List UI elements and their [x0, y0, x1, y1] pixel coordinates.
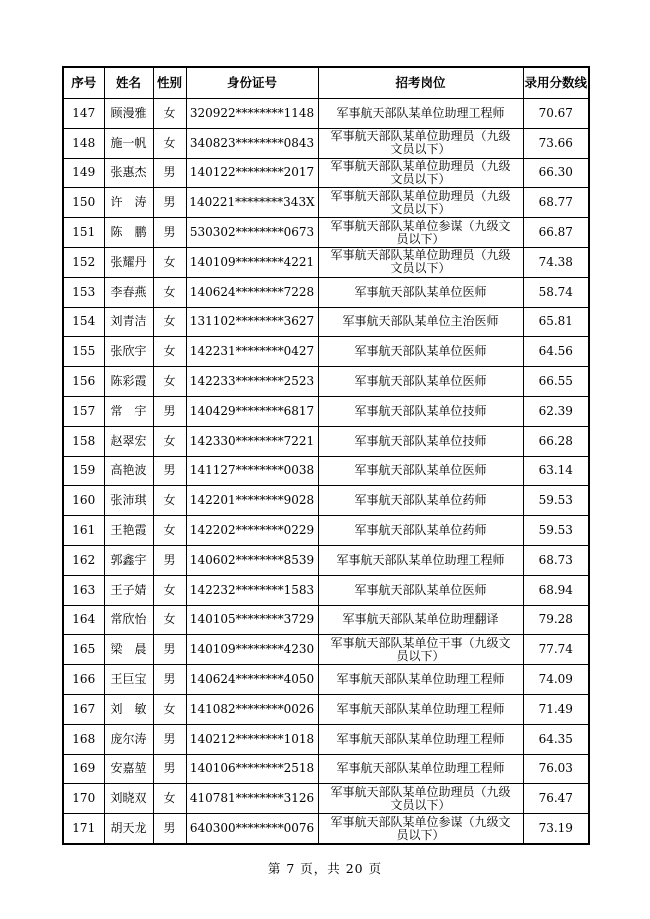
cell-id-number: 140221********343X [186, 188, 318, 218]
cell-score-line: 62.39 [523, 396, 589, 426]
cell-serial-no: 157 [63, 396, 104, 426]
cell-id-number: 140105********3729 [186, 605, 318, 635]
cell-id-number: 142202********0229 [186, 516, 318, 546]
cell-gender: 女 [153, 426, 186, 456]
cell-serial-no: 165 [63, 635, 104, 665]
cell-position: 军事航天部队某单位助理工程师 [318, 694, 523, 724]
cell-gender: 男 [153, 665, 186, 695]
cell-position: 军事航天部队某单位医师 [318, 337, 523, 367]
table-row [63, 605, 589, 635]
cell-id-number: 140212********1018 [186, 724, 318, 754]
cell-score-line: 79.28 [523, 605, 589, 635]
cell-name: 刘青洁 [104, 307, 153, 337]
cell-id-number: 140624********4050 [186, 665, 318, 695]
cell-position: 军事航天部队某单位助理员（九级文员以下） [318, 188, 523, 218]
cell-gender: 男 [153, 158, 186, 188]
cell-gender: 男 [153, 396, 186, 426]
cell-gender: 男 [153, 456, 186, 486]
cell-serial-no: 149 [63, 158, 104, 188]
cell-gender: 男 [153, 188, 186, 218]
table-row [63, 277, 589, 307]
table-row [63, 724, 589, 754]
cell-score-line: 68.94 [523, 575, 589, 605]
cell-score-line: 66.87 [523, 218, 589, 248]
cell-id-number: 140624********7228 [186, 277, 318, 307]
table-row [63, 545, 589, 575]
cell-name: 安嘉堃 [104, 754, 153, 784]
cell-name: 庞尔涛 [104, 724, 153, 754]
cell-position: 军事航天部队某单位助理翻译 [318, 605, 523, 635]
cell-position: 军事航天部队某单位助理工程师 [318, 665, 523, 695]
cell-score-line: 65.81 [523, 307, 589, 337]
table-row [63, 337, 589, 367]
cell-score-line: 73.66 [523, 128, 589, 158]
cell-score-line: 74.09 [523, 665, 589, 695]
table-row [63, 247, 589, 277]
cell-id-number: 140122********2017 [186, 158, 318, 188]
col-header-name: 姓名 [104, 67, 153, 99]
cell-score-line: 64.56 [523, 337, 589, 367]
cell-id-number: 640300********0076 [186, 814, 318, 844]
table-body [63, 99, 589, 844]
cell-score-line: 71.49 [523, 694, 589, 724]
cell-score-line: 66.30 [523, 158, 589, 188]
col-header-score-line: 录用分数线 [523, 67, 589, 99]
cell-serial-no: 168 [63, 724, 104, 754]
cell-serial-no: 162 [63, 545, 104, 575]
cell-name: 高艳波 [104, 456, 153, 486]
cell-serial-no: 151 [63, 218, 104, 248]
cell-gender: 女 [153, 99, 186, 129]
cell-serial-no: 150 [63, 188, 104, 218]
table-row [63, 456, 589, 486]
cell-id-number: 142330********7221 [186, 426, 318, 456]
cell-id-number: 140109********4230 [186, 635, 318, 665]
cell-score-line: 66.55 [523, 367, 589, 397]
cell-name: 王巨宝 [104, 665, 153, 695]
cell-name: 张耀丹 [104, 247, 153, 277]
cell-name: 李春燕 [104, 277, 153, 307]
cell-gender: 男 [153, 724, 186, 754]
table-row [63, 396, 589, 426]
table-row [63, 158, 589, 188]
table-row [63, 635, 589, 665]
cell-id-number: 142233********2523 [186, 367, 318, 397]
cell-name: 陈彩霞 [104, 367, 153, 397]
cell-position: 军事航天部队某单位助理员（九级文员以下） [318, 158, 523, 188]
cell-gender: 女 [153, 605, 186, 635]
cell-name: 顾漫雅 [104, 99, 153, 129]
cell-gender: 男 [153, 635, 186, 665]
cell-serial-no: 171 [63, 814, 104, 844]
cell-id-number: 142232********1583 [186, 575, 318, 605]
cell-name: 常 宇 [104, 396, 153, 426]
cell-serial-no: 170 [63, 784, 104, 814]
cell-name: 胡天龙 [104, 814, 153, 844]
cell-position: 军事航天部队某单位技师 [318, 396, 523, 426]
cell-score-line: 59.53 [523, 516, 589, 546]
cell-position: 军事航天部队某单位参谋（九级文员以下） [318, 218, 523, 248]
table-row [63, 128, 589, 158]
cell-score-line: 68.77 [523, 188, 589, 218]
cell-gender: 女 [153, 277, 186, 307]
cell-serial-no: 169 [63, 754, 104, 784]
cell-position: 军事航天部队某单位医师 [318, 456, 523, 486]
cell-id-number: 141082********0026 [186, 694, 318, 724]
cell-score-line: 76.47 [523, 784, 589, 814]
table-row [63, 188, 589, 218]
cell-id-number: 530302********0673 [186, 218, 318, 248]
cell-name: 刘晓双 [104, 784, 153, 814]
cell-score-line: 77.74 [523, 635, 589, 665]
col-header-id-number: 身份证号 [186, 67, 318, 99]
table-header-row [63, 67, 589, 99]
cell-position: 军事航天部队某单位助理工程师 [318, 754, 523, 784]
cell-serial-no: 164 [63, 605, 104, 635]
cell-position: 军事航天部队某单位技师 [318, 426, 523, 456]
cell-name: 陈 鹏 [104, 218, 153, 248]
cell-id-number: 140106********2518 [186, 754, 318, 784]
cell-name: 张沛琪 [104, 486, 153, 516]
cell-position: 军事航天部队某单位助理员（九级文员以下） [318, 784, 523, 814]
cell-position: 军事航天部队某单位助理工程师 [318, 99, 523, 129]
table-row [63, 516, 589, 546]
cell-position: 军事航天部队某单位药师 [318, 516, 523, 546]
cell-serial-no: 166 [63, 665, 104, 695]
cell-score-line: 70.67 [523, 99, 589, 129]
cell-score-line: 68.73 [523, 545, 589, 575]
cell-name: 梁 晨 [104, 635, 153, 665]
page-footer: 第 7 页，共 20 页 [267, 861, 383, 876]
cell-position: 军事航天部队某单位助理员（九级文员以下） [318, 128, 523, 158]
cell-score-line: 73.19 [523, 814, 589, 844]
col-header-position: 招考岗位 [318, 67, 523, 99]
col-header-serial-no: 序号 [63, 67, 104, 99]
table-row [63, 99, 589, 129]
cell-name: 许 涛 [104, 188, 153, 218]
cell-score-line: 64.35 [523, 724, 589, 754]
table-row [63, 367, 589, 397]
table-row [63, 814, 589, 844]
cell-gender: 男 [153, 545, 186, 575]
table-row [63, 218, 589, 248]
cell-score-line: 74.38 [523, 247, 589, 277]
cell-serial-no: 161 [63, 516, 104, 546]
cell-serial-no: 152 [63, 247, 104, 277]
cell-id-number: 140429********6817 [186, 396, 318, 426]
cell-position: 军事航天部队某单位助理员（九级文员以下） [318, 247, 523, 277]
cell-id-number: 140602********8539 [186, 545, 318, 575]
cell-name: 施一帆 [104, 128, 153, 158]
cell-gender: 女 [153, 516, 186, 546]
cell-gender: 男 [153, 814, 186, 844]
cell-id-number: 142201********9028 [186, 486, 318, 516]
cell-position: 军事航天部队某单位助理工程师 [318, 724, 523, 754]
cell-score-line: 59.53 [523, 486, 589, 516]
table-row [63, 486, 589, 516]
cell-id-number: 140109********4221 [186, 247, 318, 277]
cell-name: 王艳霞 [104, 516, 153, 546]
admission-score-table [62, 66, 590, 845]
cell-score-line: 66.28 [523, 426, 589, 456]
cell-name: 张欣宇 [104, 337, 153, 367]
cell-gender: 男 [153, 218, 186, 248]
cell-id-number: 141127********0038 [186, 456, 318, 486]
cell-name: 刘 敏 [104, 694, 153, 724]
col-header-gender: 性别 [153, 67, 186, 99]
cell-score-line: 58.74 [523, 277, 589, 307]
cell-serial-no: 160 [63, 486, 104, 516]
cell-name: 王子婧 [104, 575, 153, 605]
table-row [63, 575, 589, 605]
cell-serial-no: 156 [63, 367, 104, 397]
cell-gender: 女 [153, 486, 186, 516]
cell-serial-no: 148 [63, 128, 104, 158]
cell-serial-no: 155 [63, 337, 104, 367]
cell-id-number: 320922********1148 [186, 99, 318, 129]
cell-position: 军事航天部队某单位药师 [318, 486, 523, 516]
cell-score-line: 63.14 [523, 456, 589, 486]
cell-position: 军事航天部队某单位干事（九级文员以下） [318, 635, 523, 665]
cell-serial-no: 154 [63, 307, 104, 337]
cell-position: 军事航天部队某单位主治医师 [318, 307, 523, 337]
cell-gender: 女 [153, 694, 186, 724]
cell-serial-no: 167 [63, 694, 104, 724]
cell-score-line: 76.03 [523, 754, 589, 784]
cell-position: 军事航天部队某单位助理工程师 [318, 545, 523, 575]
table-row [63, 694, 589, 724]
cell-position: 军事航天部队某单位医师 [318, 575, 523, 605]
table-row [63, 665, 589, 695]
cell-serial-no: 147 [63, 99, 104, 129]
cell-name: 郭鑫宇 [104, 545, 153, 575]
table-row [63, 754, 589, 784]
cell-id-number: 340823********0843 [186, 128, 318, 158]
cell-serial-no: 159 [63, 456, 104, 486]
cell-serial-no: 153 [63, 277, 104, 307]
cell-name: 常欣怡 [104, 605, 153, 635]
cell-name: 赵翠宏 [104, 426, 153, 456]
cell-gender: 女 [153, 367, 186, 397]
cell-serial-no: 158 [63, 426, 104, 456]
cell-id-number: 142231********0427 [186, 337, 318, 367]
table-row [63, 784, 589, 814]
cell-id-number: 131102********3627 [186, 307, 318, 337]
cell-gender: 女 [153, 128, 186, 158]
cell-gender: 女 [153, 337, 186, 367]
cell-position: 军事航天部队某单位医师 [318, 367, 523, 397]
cell-gender: 男 [153, 754, 186, 784]
cell-gender: 女 [153, 575, 186, 605]
cell-gender: 女 [153, 307, 186, 337]
table-row [63, 426, 589, 456]
cell-gender: 女 [153, 247, 186, 277]
cell-position: 军事航天部队某单位医师 [318, 277, 523, 307]
cell-serial-no: 163 [63, 575, 104, 605]
cell-gender: 女 [153, 784, 186, 814]
cell-position: 军事航天部队某单位参谋（九级文员以下） [318, 814, 523, 844]
cell-id-number: 410781********3126 [186, 784, 318, 814]
table-row [63, 307, 589, 337]
cell-name: 张惠杰 [104, 158, 153, 188]
